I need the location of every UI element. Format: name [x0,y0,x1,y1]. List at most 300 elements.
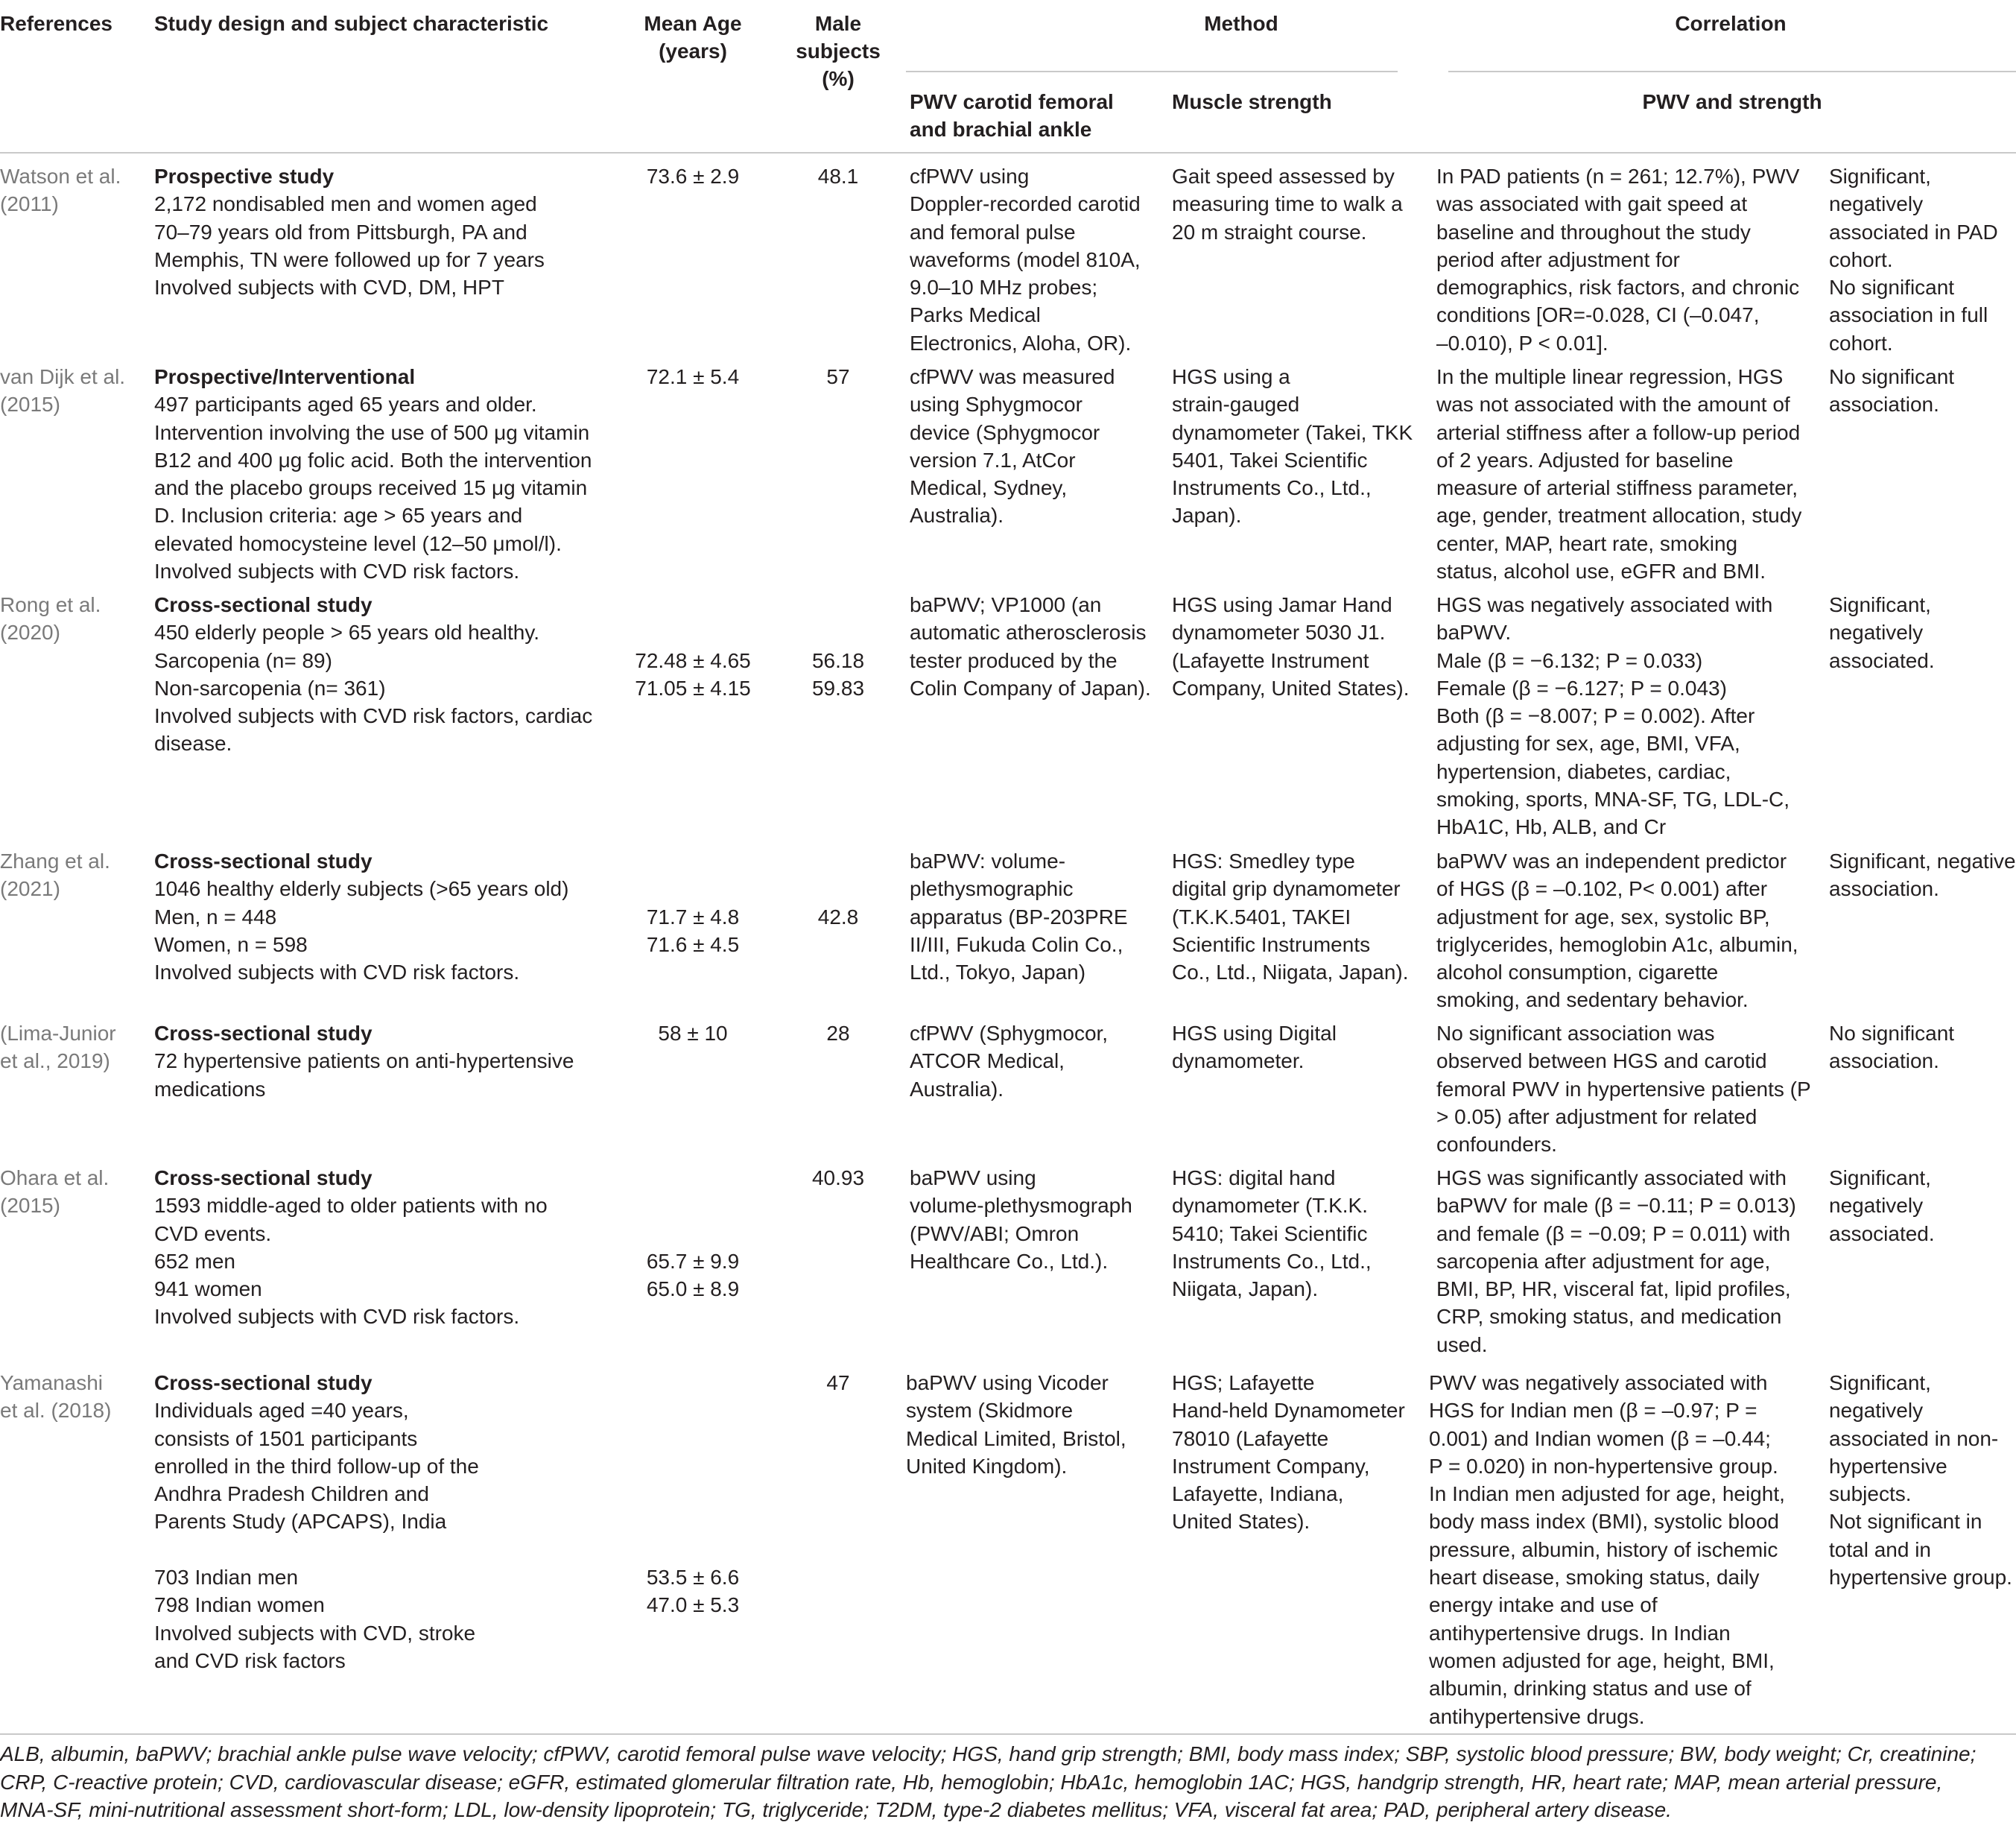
design-line: Involved subjects with CVD risk factors, cardiac [154,704,593,728]
design-line: Men, n = 448 [154,905,277,929]
mean-age-value: 65.7 ± 9.9 [646,1250,740,1273]
corr-line: period after adjustment for [1436,247,1680,271]
mean-age-cell [618,363,767,390]
corr-line: status, alcohol use, eGFR and BMI. [1436,560,1766,583]
pwv-method-cell [906,1369,1126,1480]
correlation-cell [1436,162,1799,357]
mean-age-cell [618,1247,767,1303]
male-percent-cell [790,903,887,931]
corr-line: CRP, smoking status, and medication [1436,1305,1782,1329]
design-line: 1046 healthy elderly subjects (>65 years old) [154,877,569,901]
male-percent-value: 28 [826,1022,850,1045]
strength-line: Company, United States). [1172,676,1410,700]
corr-line: 0.001) and Indian women (β = –0.44; [1429,1426,1771,1450]
mean-age-cell [618,903,767,959]
design-title: Cross-sectional study [154,593,373,616]
mean-age-value: 73.6 ± 2.9 [646,165,740,188]
mean-age-cell [618,1019,767,1047]
pwv-line: baPWV: volume- [910,850,1066,873]
male-percent-cell [790,1019,887,1047]
strength-line: HGS; Lafayette [1172,1371,1315,1394]
sig-line: associated. [1829,1221,1935,1245]
header-muscle-strength: Muscle strength [1172,90,1332,113]
pwv-line: baPWV using [910,1166,1036,1189]
design-line: 941 women [154,1277,262,1301]
design-cell [154,1164,548,1331]
corr-line: –0.010), P < 0.01]. [1436,331,1608,355]
male-percent-cell [790,1369,887,1397]
design-line: B12 and 400 μg folic acid. Both the intervention [154,448,592,472]
corr-line: P = 0.020) in non-hypertensive group. [1429,1454,1778,1478]
corr-line: women adjusted for age, height, BMI, [1429,1648,1775,1672]
pwv-method-cell [910,847,1128,986]
pwv-line: Parks Medical [910,303,1041,327]
corr-line: baPWV for male (β = −0.11; P = 0.013) [1436,1194,1796,1218]
design-line: Non-sarcopenia (n= 361) [154,676,386,700]
corr-line: HGS was negatively associated with [1436,593,1773,616]
strength-line: (T.K.K.5401, TAKEI [1172,905,1351,929]
pwv-line: 9.0–10 MHz probes; [910,276,1098,300]
strength-line: dynamometer 5030 J1. [1172,621,1386,645]
sig-line: No significant [1829,365,1955,388]
strength-line: HGS: digital hand [1172,1166,1336,1189]
correlation-cell [1436,1019,1811,1158]
sig-line: No significant [1829,1022,1955,1045]
corr-line: HGS for Indian men (β = –0.97; P = [1429,1399,1757,1423]
correlation-cell [1429,1369,1785,1730]
pwv-line: Electronics, Aloha, OR). [910,331,1132,355]
mean-age-value: 58 ± 10 [658,1022,728,1045]
significance-cell [1829,591,1935,674]
design-line: Parents Study (APCAPS), India [154,1510,447,1534]
pwv-line: device (Sphygmocor [910,420,1100,444]
male-percent-value: 59.83 [811,676,865,700]
corr-line: and female (β = −0.09; P = 0.011) with [1436,1221,1791,1245]
footnote-line: CRP, C-reactive protein; CVD, cardiovascular disease; eGFR, estimated glomerular filtration rate, Hb, hemoglobin; HbA1c, hemoglobin 1AC; HGS, handgrip strength, HR, heart rate; MAP, mean arterial pressure, [0,1770,1943,1794]
design-line: 652 men [154,1249,235,1273]
header-mean-age [618,10,767,65]
strength-line: Japan). [1172,504,1242,528]
design-line: 497 participants aged 65 years and older. [154,393,537,417]
ref-line: Yamanashi [0,1371,104,1394]
ref-line: Zhang et al. [0,850,110,873]
design-cell [154,1019,574,1103]
corr-line: smoking, sports, MNA-SF, TG, LDL-C, [1436,788,1790,812]
reference-zhang [0,847,110,903]
pwv-line: Australia). [910,504,1004,528]
design-line: Sarcopenia (n= 89) [154,648,332,672]
strength-method-cell [1172,591,1410,702]
mean-age-value: 53.5 ± 6.6 [646,1566,740,1589]
sig-line: associated in PAD [1829,220,1998,244]
corr-line: No significant association was [1436,1022,1715,1045]
strength-method-cell [1172,847,1409,986]
corr-line: observed between HGS and carotid [1436,1049,1767,1073]
corr-line: center, MAP, heart rate, smoking [1436,531,1738,555]
correlation-cell [1436,847,1798,1014]
ref-line: (2015) [0,1194,60,1218]
sig-line: negatively [1829,1194,1924,1218]
corr-line: albumin, drinking status and use of [1429,1677,1752,1701]
ref-line: (2021) [0,877,60,901]
sig-line: negatively [1829,192,1924,216]
design-line: Involved subjects with CVD risk factors. [154,961,520,984]
ref-line: Ohara et al. [0,1166,110,1189]
design-line: consists of 1501 participants [154,1426,418,1450]
sig-line: Not significant in [1829,1510,1982,1534]
corr-line: > 0.05) after adjustment for related [1436,1104,1757,1128]
sig-line: Significant, negative [1829,850,2016,873]
corr-line: HGS was significantly associated with [1436,1166,1787,1189]
design-line: Involved subjects with CVD risk factors. [154,560,520,583]
significance-cell [1829,363,1954,419]
pwv-line: and femoral pulse [910,220,1076,244]
pwv-line: cfPWV (Sphygmocor, [910,1022,1109,1045]
corr-line: demographics, risk factors, and chronic [1436,276,1800,300]
header-male-subjects [790,10,887,92]
pwv-line: cfPWV using [910,165,1030,188]
correlation-cell [1436,591,1790,841]
corr-line: BMI, BP, HR, visceral fat, lipid profiles, [1436,1277,1791,1301]
strength-line: 20 m straight course. [1172,220,1367,244]
strength-method-cell [1172,1369,1405,1536]
pwv-line: Ltd., Tokyo, Japan) [910,961,1086,984]
header-bottom-rule [0,152,2016,154]
corr-line: triglycerides, hemoglobin A1c, albumin, [1436,932,1798,956]
reference-yamanashi [0,1369,111,1425]
pwv-line: Medical Limited, Bristol, [906,1426,1126,1450]
header-male-line: subjects [796,39,881,63]
design-line: Intervention involving the use of 500 μg vitamin [154,420,590,444]
pwv-line: ATCOR Medical, [910,1049,1065,1073]
sig-line: association. [1829,393,1939,417]
pwv-line: (PWV/ABI; Omron [910,1221,1080,1245]
pwv-line: volume-plethysmograph [910,1194,1132,1218]
design-line: and CVD risk factors [154,1648,346,1672]
mean-age-value: 72.48 ± 4.65 [635,648,751,672]
strength-line: 78010 (Lafayette [1172,1426,1329,1450]
design-cell [154,363,592,585]
design-line: 703 Indian men [154,1566,299,1590]
corr-line: In Indian men adjusted for age, height, [1429,1482,1785,1506]
ref-line: (2015) [0,393,60,417]
pwv-method-cell [910,363,1115,530]
sig-line: associated. [1829,648,1935,672]
significance-cell [1829,847,2016,903]
pwv-line: baPWV using Vicoder [906,1371,1109,1394]
design-cell [154,847,568,986]
pwv-line: apparatus (BP-203PRE [910,905,1128,929]
strength-method-cell [1172,162,1403,246]
strength-line: Instruments Co., Ltd., [1172,476,1372,500]
corr-line: Both (β = −8.007; P = 0.002). After [1436,704,1755,728]
pwv-method-cell [910,1019,1108,1103]
corr-line: baPWV was an independent predictor [1436,850,1787,873]
male-percent-value: 48.1 [817,165,859,188]
corr-line: confounders. [1436,1133,1557,1157]
pwv-line: automatic atherosclerosis [910,621,1147,645]
male-percent-value: 40.93 [811,1166,865,1189]
strength-line: Gait speed assessed by [1172,165,1395,188]
corr-line: of HGS (β = –0.102, P< 0.001) after [1436,877,1768,901]
male-percent-cell [790,1164,887,1192]
significance-cell [1829,1164,1935,1247]
strength-line: (Lafayette Instrument [1172,648,1369,672]
corr-line: of 2 years. Adjusted for baseline [1436,448,1734,472]
strength-line: HGS using Jamar Hand [1172,593,1392,616]
corr-line: antihypertensive drugs. In Indian [1429,1621,1731,1645]
sig-line: association. [1829,877,1939,901]
design-line: 450 elderly people > 65 years old healthy. [154,621,540,645]
strength-line: Instrument Company, [1172,1454,1370,1478]
ref-line: (Lima-Junior [0,1022,116,1045]
reference-rong [0,591,101,647]
design-line: CVD events. [154,1221,272,1245]
method-divider [906,71,1398,72]
strength-method-cell [1172,1019,1337,1075]
sig-line: association. [1829,1049,1939,1073]
header-mean-age-line: Mean Age [644,12,742,35]
pwv-line: waveforms (model 810A, [910,247,1141,271]
corr-line: In the multiple linear regression, HGS [1436,365,1784,388]
design-line: Involved subjects with CVD, stroke [154,1621,476,1645]
corr-line: sarcopenia after adjustment for age, [1436,1249,1771,1273]
header-pwv-line: and brachial ankle [910,118,1092,141]
pwv-line: Healthcare Co., Ltd.). [910,1249,1109,1273]
corr-line: was associated with gait speed at [1436,192,1748,216]
sig-line: hypertensive [1829,1454,1947,1478]
design-line: 1593 middle-aged to older patients with no [154,1194,548,1218]
corr-line: hypertension, diabetes, cardiac, [1436,759,1731,783]
corr-line: arterial stiffness after a follow-up period [1436,420,1801,444]
sig-line: association in full [1829,303,1988,327]
significance-cell [1829,1019,1954,1075]
ref-line: van Dijk et al. [0,365,126,388]
corr-line: used. [1436,1332,1488,1356]
mean-age-cell [618,162,767,190]
reference-van-dijk [0,363,125,419]
corr-line: femoral PWV in hypertensive patients (P [1436,1077,1811,1101]
mean-age-cell [618,647,767,703]
corr-line: baseline and throughout the study [1436,220,1751,244]
design-cell [154,1369,479,1674]
design-line [154,1536,479,1563]
corr-line: antihypertensive drugs. [1429,1704,1645,1728]
header-study-design: Study design and subject characteristic [154,12,549,35]
strength-line: Co., Ltd., Niigata, Japan). [1172,961,1409,984]
pwv-line: plethysmographic [910,877,1074,901]
mean-age-value: 72.1 ± 5.4 [646,365,740,388]
design-title: Cross-sectional study [154,1371,373,1394]
corr-line: alcohol consumption, cigarette [1436,961,1719,984]
pwv-line: II/III, Fukuda Colin Co., [910,932,1123,956]
ref-line: (2011) [0,192,59,216]
male-percent-value: 57 [826,365,850,388]
design-title: Cross-sectional study [154,1166,373,1189]
strength-line: dynamometer. [1172,1049,1305,1073]
corr-line: was not associated with the amount of [1436,393,1790,417]
pwv-line: Doppler-recorded carotid [910,192,1141,216]
pwv-line: Medical, Sydney, [910,476,1068,500]
corr-line: conditions [OR=-0.028, CI (–0.047, [1436,303,1760,327]
correlation-cell [1436,1164,1796,1359]
header-pwv-line: PWV carotid femoral [910,90,1114,113]
strength-line: HGS: Smedley type [1172,850,1355,873]
corr-line: smoking, and sedentary behavior. [1436,988,1749,1012]
ref-line: (2020) [0,621,60,645]
pwv-method-cell [910,162,1141,357]
significance-cell [1829,1369,2012,1591]
ref-line: et al., 2019) [0,1049,110,1073]
pwv-line: United Kingdom). [906,1454,1068,1478]
corr-line: PWV was negatively associated with [1429,1371,1768,1394]
pwv-line: using Sphygmocor [910,393,1083,417]
table-bottom-rule [0,1733,2016,1735]
header-correlation: Correlation [1675,12,1787,35]
reference-lima-junior [0,1019,116,1075]
corr-line: measure of arterial stiffness parameter, [1436,476,1798,500]
corr-line: Female (β = −6.127; P = 0.043) [1436,676,1727,700]
design-line: 70–79 years old from Pittsburgh, PA and [154,220,527,244]
strength-line: Niigata, Japan). [1172,1277,1319,1301]
design-line: and the placebo groups received 15 μg vitamin [154,476,588,500]
design-line: D. Inclusion criteria: age > 65 years and [154,504,523,528]
strength-line: strain-gauged [1172,393,1300,417]
strength-method-cell [1172,363,1413,530]
corr-line: HbA1C, Hb, ALB, and Cr [1436,815,1667,839]
design-line: disease. [154,732,232,756]
mean-age-value: 71.7 ± 4.8 [646,905,740,929]
significance-cell [1829,162,1998,357]
design-title: Cross-sectional study [154,850,373,873]
design-line: medications [154,1077,266,1101]
pwv-line: Colin Company of Japan). [910,676,1151,700]
design-line: Memphis, TN were followed up for 7 years [154,247,545,271]
strength-line: dynamometer (T.K.K. [1172,1194,1368,1218]
mean-age-cell [618,1563,767,1619]
header-method-pwv [910,88,1114,143]
reference-ohara [0,1164,109,1220]
design-line: 2,172 nondisabled men and women aged [154,192,537,216]
table-footnote [0,1740,2016,1824]
design-line: Women, n = 598 [154,932,308,956]
mean-age-value: 47.0 ± 5.3 [646,1593,740,1617]
pwv-line: system (Skidmore [906,1399,1074,1423]
ref-line: Rong et al. [0,593,101,616]
design-line: elevated homocysteine level (12–50 μmol/l). [154,531,562,555]
ref-line: et al. (2018) [0,1399,112,1423]
sig-line: Significant, [1829,165,1931,188]
strength-line: HGS using a [1172,365,1290,388]
design-cell [154,591,592,758]
corr-line: adjusting for sex, age, BMI, VFA, [1436,732,1740,756]
strength-line: 5401, Takei Scientific [1172,448,1368,472]
design-line: 72 hypertensive patients on anti-hypertensive [154,1049,574,1073]
header-male-line: Male [814,12,862,35]
corr-line: pressure, albumin, history of ischemic [1429,1537,1778,1561]
corr-line: Male (β = −6.132; P = 0.033) [1436,648,1703,672]
sig-line: cohort. [1829,331,1893,355]
header-references: References [0,12,112,35]
sig-line: total and in [1829,1537,1931,1561]
strength-line: HGS using Digital [1172,1022,1337,1045]
design-line: Involved subjects with CVD risk factors. [154,1305,520,1329]
mean-age-value: 71.05 ± 4.15 [635,676,751,700]
pwv-line: baPWV; VP1000 (an [910,593,1102,616]
footnote-line: MNA-SF, mini-nutritional assessment short-form; LDL, low-density lipoprotein; TG, triglyceride; T2DM, type-2 diabetes mellitus; VFA, visceral fat area; PAD, peripheral artery disease. [0,1798,1672,1821]
design-cell [154,162,545,301]
correlation-divider [1448,71,2016,72]
sig-line: negatively [1829,621,1924,645]
corr-line: energy intake and use of [1429,1593,1658,1617]
male-percent-value: 47 [826,1371,850,1394]
sig-line: Significant, [1829,1166,1931,1189]
header-method: Method [1204,12,1278,35]
pwv-method-cell [910,1164,1132,1275]
corr-line: In PAD patients (n = 261; 12.7%), PWV [1436,165,1800,188]
strength-line: Instruments Co., Ltd., [1172,1249,1372,1273]
male-percent-cell [790,363,887,390]
corr-line: body mass index (BMI), systolic blood [1429,1510,1779,1534]
corr-line: age, gender, treatment allocation, study [1436,504,1802,528]
male-percent-value: 42.8 [817,905,859,929]
design-title: Prospective/Interventional [154,365,416,388]
correlation-cell [1436,363,1801,585]
sig-line: Significant, [1829,1371,1931,1394]
sig-line: associated in non- [1829,1426,1999,1450]
design-line: Andhra Pradesh Children and [154,1482,429,1506]
pwv-line: cfPWV was measured [910,365,1115,388]
design-line: Involved subjects with CVD, DM, HPT [154,276,504,300]
reference-watson [0,162,121,218]
sig-line: subjects. [1829,1482,1912,1506]
sig-line: negatively [1829,1399,1924,1423]
design-title: Prospective study [154,165,335,188]
footnote-line: ALB, albumin, baPWV; brachial ankle pulse wave velocity; cfPWV, carotid femoral pulse wave velocity; HGS, hand grip strength; BMI, body mass index; SBP, systolic blood pressure; BW, body weight; Cr, creatinine; [0,1742,1977,1765]
pwv-line: Australia). [910,1077,1004,1101]
design-line: Individuals aged =40 years, [154,1399,409,1423]
strength-line: 5410; Takei Scientific [1172,1221,1368,1245]
sig-line: No significant [1829,276,1955,300]
male-percent-cell [790,647,887,703]
header-mean-age-line: (years) [659,39,727,63]
strength-method-cell [1172,1164,1372,1303]
strength-line: Lafayette, Indiana, [1172,1482,1344,1506]
design-line: 798 Indian women [154,1593,325,1617]
strength-line: Scientific Instruments [1172,932,1371,956]
mean-age-value: 65.0 ± 8.9 [646,1277,740,1301]
sig-line: Significant, [1829,593,1931,616]
pwv-line: tester produced by the [910,648,1118,672]
sig-line: cohort. [1829,247,1893,271]
strength-line: measuring time to walk a [1172,192,1403,216]
strength-line: digital grip dynamometer [1172,877,1401,901]
corr-line: adjustment for age, sex, systolic BP, [1436,905,1770,929]
mean-age-value: 71.6 ± 4.5 [646,932,740,956]
header-male-line: (%) [822,67,855,90]
strength-line: dynamometer (Takei, TKK [1172,420,1413,444]
header-pwv-and-strength: PWV and strength [1642,90,1822,113]
male-percent-value: 56.18 [811,648,865,672]
strength-line: United States). [1172,1510,1310,1534]
design-line: enrolled in the third follow-up of the [154,1454,479,1478]
corr-line: heart disease, smoking status, daily [1429,1566,1760,1590]
ref-line: Watson et al. [0,165,121,188]
male-percent-cell [790,162,887,190]
sig-line: hypertensive group. [1829,1566,2012,1590]
strength-line: Hand-held Dynamometer [1172,1399,1405,1423]
pwv-method-cell [910,591,1151,702]
